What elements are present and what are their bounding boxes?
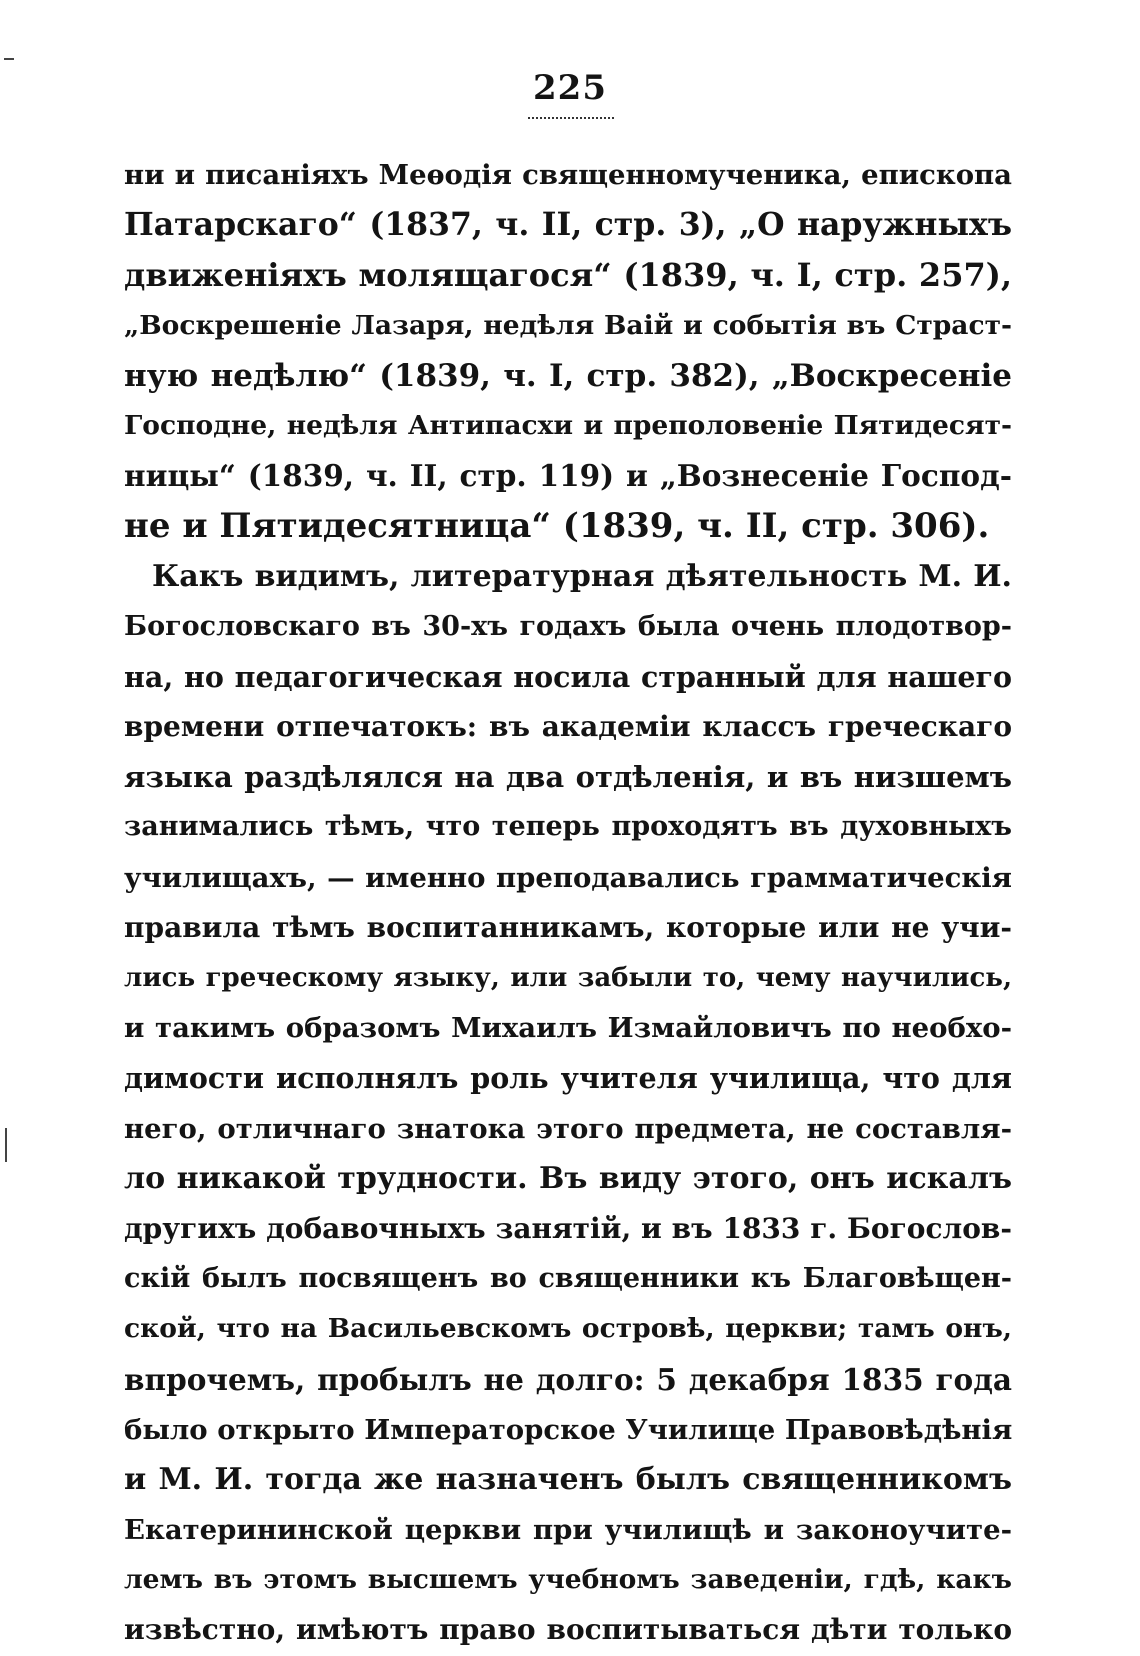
- text-line: и такимъ образомъ Михаилъ Измайловичъ по необхо-: [124, 1012, 1012, 1045]
- text-line: занимались тѣмъ, что теперь проходятъ въ духовныхъ: [124, 811, 1012, 843]
- text-line: лись греческому языку, или забыли то, чему научились,: [124, 963, 1012, 993]
- text-line: и М. И. тогда же назначенъ былъ священникомъ: [124, 1461, 1012, 1497]
- text-line: Екатерининской церкви при училищѣ и законоучите-: [124, 1514, 1012, 1547]
- text-line: лемъ въ этомъ высшемъ учебномъ заведеніи, гдѣ, какъ: [124, 1564, 1012, 1596]
- margin-mark: [5, 1128, 7, 1162]
- text-line: ницы“ (1839, ч. II, стр. 119) и „Вознесеніе Господ-: [124, 458, 1012, 494]
- text-line: движеніяхъ молящагося“ (1839, ч. I, стр. 257),: [124, 256, 1012, 295]
- text-line: ло никакой трудности. Въ виду этого, онъ искалъ: [124, 1160, 1012, 1196]
- text-line: Патарскаго“ (1837, ч. II, стр. 3), „О наружныхъ: [124, 206, 1012, 244]
- text-line: ную недѣлю“ (1839, ч. I, стр. 382), „Воскресеніе: [124, 357, 1012, 394]
- text-line: ской, что на Васильевскомъ островѣ, церкви; тамъ онъ,: [124, 1313, 1012, 1345]
- body-text: [124, 150, 1012, 1656]
- text-line: училищахъ, — именно преподавались грамматическія: [124, 861, 1012, 894]
- text-line: правила тѣмъ воспитанникамъ, которые или не учи-: [124, 910, 1012, 944]
- page-number: 225: [533, 68, 607, 108]
- text-line: было открыто Императорское Училище Правовѣдѣнія: [124, 1413, 1012, 1446]
- text-line: него, отличнаго знатока этого предмета, не составля-: [124, 1112, 1012, 1145]
- text-line: на, но педагогическая носила странный для нашего: [124, 659, 1012, 694]
- paragraph-first-line: Какъ видимъ, литературная дѣятельность М. И.: [152, 558, 1012, 594]
- margin-mark: [4, 58, 14, 60]
- text-line: впрочемъ, пробылъ не долго: 5 декабря 1835 года: [124, 1361, 1012, 1397]
- text-line: ни и писаніяхъ Меѳодія священномученика, епископа: [124, 159, 1012, 191]
- text-line: другихъ добавочныхъ занятій, и въ 1833 г. Богослов-: [124, 1211, 1012, 1245]
- text-line: Богословскаго въ 30-хъ годахъ была очень плодотвор-: [124, 610, 1012, 642]
- text-line: „Воскрешеніе Лазаря, недѣля Ваій и событія въ Страст-: [124, 309, 1012, 341]
- text-line: не и Пятидесятница“ (1839, ч. II, стр. 306).: [124, 506, 990, 547]
- text-line: димости исполнялъ роль учителя училища, что для: [124, 1061, 1012, 1096]
- text-line: извѣстно, имѣютъ право воспитываться дѣти только: [124, 1613, 1012, 1647]
- page-number-rule: [528, 117, 614, 119]
- text-line: скій былъ посвященъ во священники къ Благовѣщен-: [124, 1263, 1012, 1295]
- text-line: времени отпечатокъ: въ академіи классъ греческаго: [124, 710, 1012, 744]
- text-line: Господне, недѣля Антипасхи и преполовеніе Пятидесят-: [124, 409, 1012, 441]
- text-line: языка раздѣлялся на два отдѣленія, и въ низшемъ: [124, 760, 1012, 795]
